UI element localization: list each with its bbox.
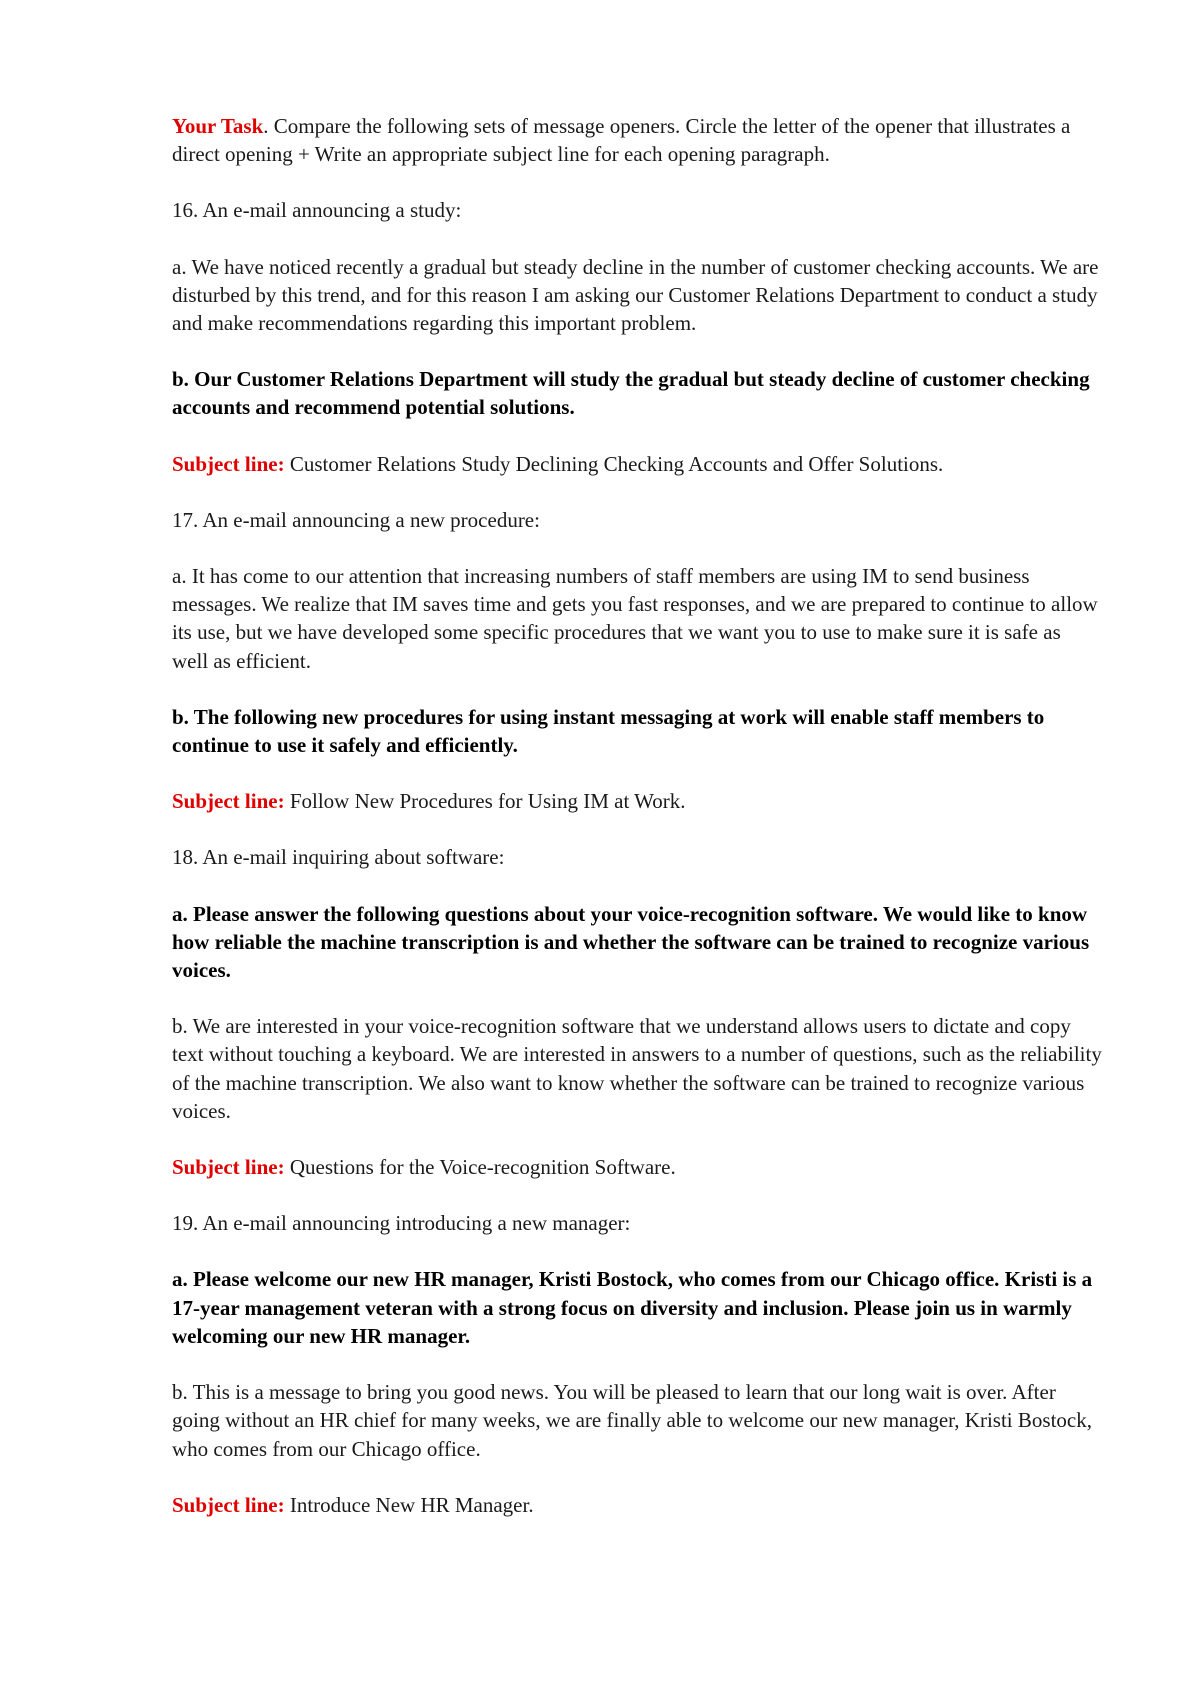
subject-line-text: Customer Relations Study Declining Checking Accounts and Offer Solutions. [284, 451, 944, 476]
question-18-heading: 18. An e-mail inquiring about software: [172, 845, 505, 870]
question-18-option-a: a. Please answer the following questions about your voice-recognition software. We would like to know how reliable the machine transcription is and whether the software can be trained to recognize various voices. [172, 901, 1090, 983]
subject-line-label: Subject line: [172, 1492, 285, 1517]
question-17-option-a: a. It has come to our attention that increasing numbers of staff members are using IM to send business messages. We realize that IM saves time and gets you fast responses, and we are prepared to continue to allow its use, but we have developed some specific procedures that we want you to use to make sure it is safe as well as efficient. [172, 564, 1098, 673]
subject-line-label: Subject line: [172, 451, 285, 476]
question-19-heading: 19. An e-mail announcing introducing a new manager: [172, 1211, 631, 1236]
question-18-subject-line [172, 1153, 1102, 1181]
subject-line-text: Questions for the Voice-recognition Software. [284, 1155, 676, 1180]
question-18-option-b: b. We are interested in your voice-recognition software that we understand allows users to dictate and copy text without touching a keyboard. We are interested in answers to a number of questions, such as the reliability of the machine transcription. We also want to know whether the software can be trained to recognize various voices. [172, 1014, 1102, 1123]
question-17-subject-line [172, 787, 1102, 815]
subject-line-label: Subject line: [172, 1155, 285, 1180]
question-17-option-b: b. The following new procedures for using instant messaging at work will enable staff members to continue to use it safely and efficiently. [172, 704, 1045, 758]
question-16-heading: 16. An e-mail announcing a study: [172, 198, 462, 223]
document-page [172, 112, 1102, 1547]
subject-line-label: Subject line: [172, 789, 285, 814]
question-16-subject-line [172, 450, 1102, 478]
subject-line-text: Follow New Procedures for Using IM at Work. [284, 789, 686, 814]
question-16-option-a: a. We have noticed recently a gradual but steady decline in the number of customer checking accounts. We are disturbed by this trend, and for this reason I am asking our Customer Relations Department to conduct a study and make recommendations regarding this important problem. [172, 254, 1099, 336]
question-17-heading: 17. An e-mail announcing a new procedure: [172, 507, 540, 532]
task-text: . Compare the following sets of message openers. Circle the letter of the opener that illustrates a direct opening + Write an appropriate subject line for each opening paragraph. [172, 114, 1071, 167]
question-19-subject-line [172, 1491, 1102, 1519]
task-label: Your Task [172, 114, 264, 138]
subject-line-text: Introduce New HR Manager. [284, 1492, 534, 1517]
question-16-option-b: b. Our Customer Relations Department will study the gradual but steady decline of customer checking accounts and recommend potential solutions. [172, 367, 1090, 420]
task-instructions [172, 112, 1102, 168]
question-19-option-a: a. Please welcome our new HR manager, Kristi Bostock, who comes from our Chicago office. Kristi is a 17-year management veteran with a strong focus on diversity and inclusion. Please join us in warmly welcoming our new HR manager. [172, 1267, 1093, 1348]
question-19-option-b: b. This is a message to bring you good news. You will be pleased to learn that our long wait is over. After going without an HR chief for many weeks, we are finally able to welcome our new manager, Kristi Bostock, who comes from our Chicago office. [172, 1380, 1092, 1461]
